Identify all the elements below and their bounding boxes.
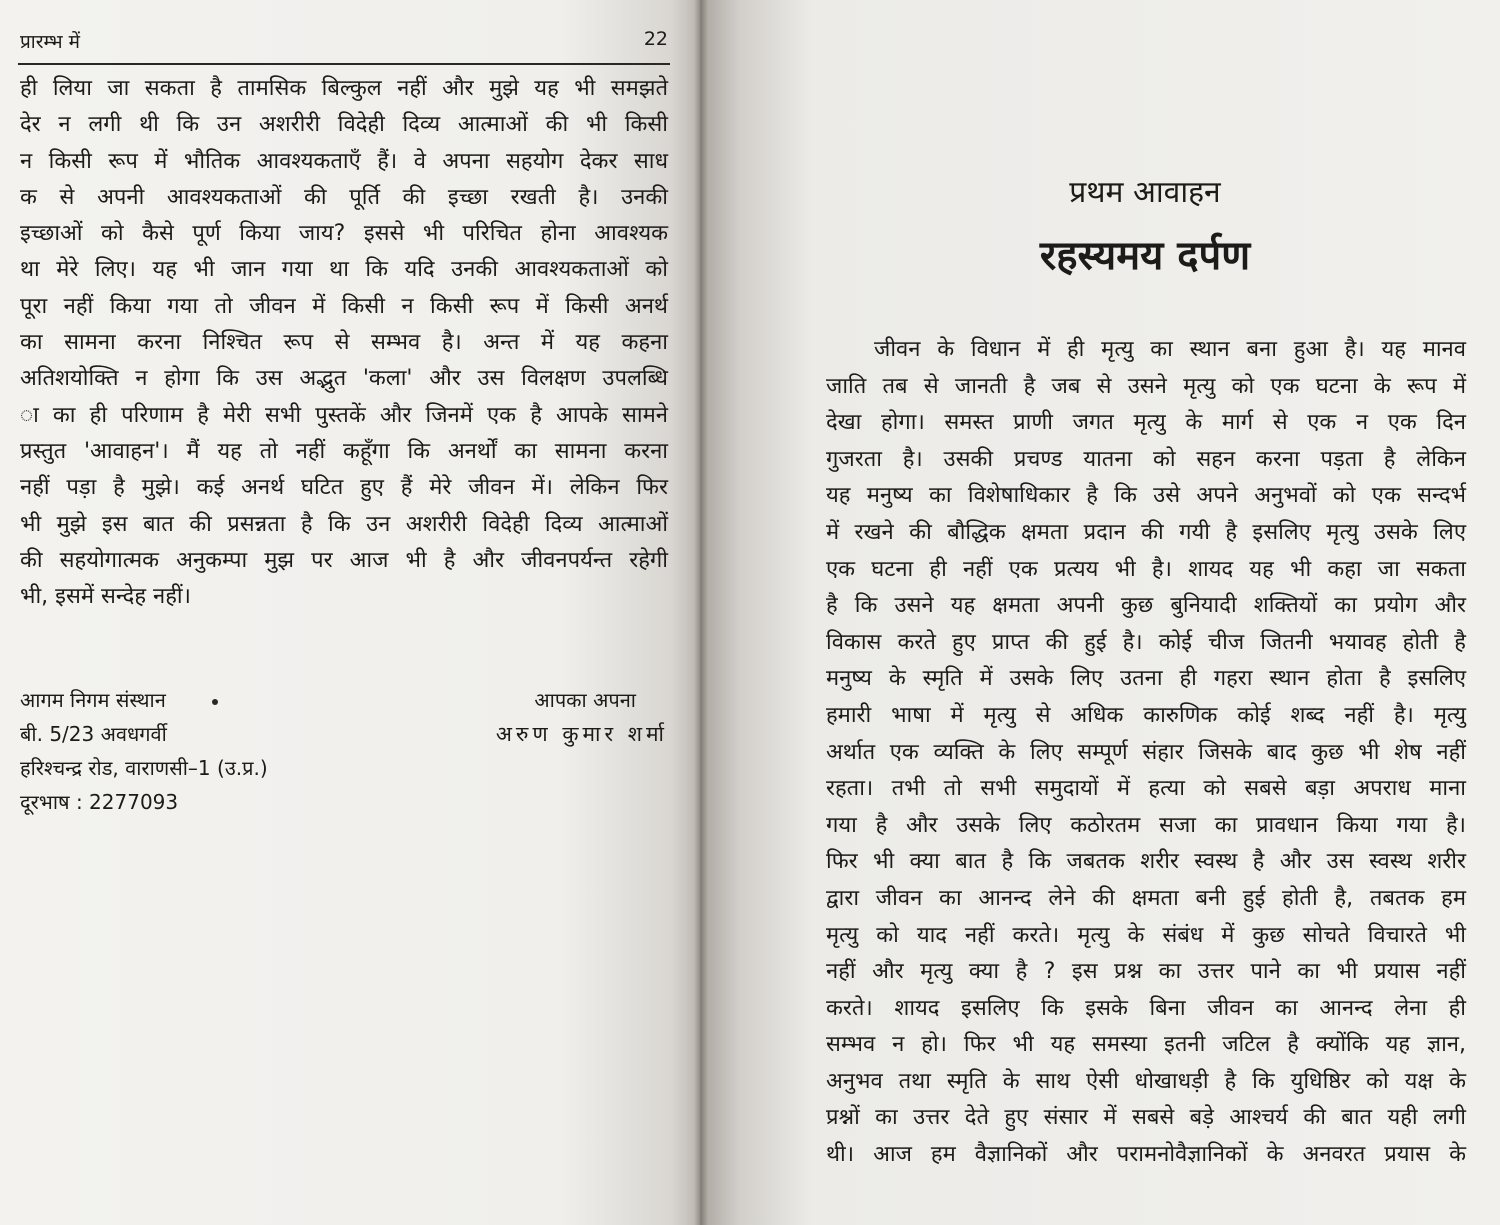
left-page — [0, 0, 700, 1225]
chapter-label — [700, 170, 1500, 211]
page-number: 22 — [643, 28, 668, 50]
address-line-1: बी. 5/23 अवधगर्वी — [20, 722, 167, 746]
text-line: का सामना करना निश्चित रूप से सम्भव है। अन्त में यह कहना — [20, 330, 668, 356]
right-page — [700, 0, 1500, 1225]
text-line: ा का ही परिणाम है मेरी सभी पुस्तकें और जिनमें एक है आपके सामने — [20, 402, 668, 428]
chapter-title — [700, 226, 1500, 281]
text-line: करते। शायद इसलिए कि इसके बिना जीवन का आनन्द लेना ही — [826, 995, 1466, 1021]
text-line: नहीं पड़ा है मुझे। कई अनर्थ घटित हुए हैं मेरे जीवन में। लेकिन फिर — [20, 475, 668, 501]
text-line: थी। आज हम वैज्ञानिकों और परामनोवैज्ञानिकों के अनवरत प्रयास के — [826, 1142, 1466, 1168]
phone-number: दूरभाष : 2277093 — [20, 790, 179, 814]
author-name: अरुण कुमार शर्मा — [495, 722, 668, 746]
text-line: था मेरे लिए। यह भी जान गया था कि यदि उनकी आवश्यकताओं को — [20, 257, 668, 283]
text-line: रहता। तभी तो सभी समुदायों में हत्या को सबसे बड़ा अपराध माना — [826, 776, 1466, 802]
text-line: अनुभव तथा स्मृति के साथ ऐसी धोखाधड़ी है कि युधिष्ठिर को यक्ष के — [826, 1068, 1466, 1094]
text-line: पूरा नहीं किया गया तो जीवन में किसी न किसी रूप में किसी अनर्थ — [20, 293, 668, 319]
institute-name: आगम निगम संस्थान — [20, 688, 166, 712]
text-line: क से अपनी आवश्यकताओं की पूर्ति की इच्छा रखती है। उनकी — [20, 184, 668, 210]
running-head — [20, 28, 668, 54]
text-line: एक घटना ही नहीं एक प्रत्यय भी है। शायद यह भी कहा जा सकता — [826, 556, 1466, 582]
text-line: फिर भी क्या बात है कि जबतक शरीर स्वस्थ है और उस स्वस्थ शरीर — [826, 849, 1466, 875]
chapter-label-text: प्रथम आवाहन — [1069, 175, 1221, 210]
chapter-title-text: रहस्यमय दर्पण — [1039, 233, 1251, 279]
text-line: नहीं और मृत्यु क्या है ? इस प्रश्न का उत्तर पाने का भी प्रयास नहीं — [826, 959, 1466, 985]
text-line: जीवन के विधान में ही मृत्यु का स्थान बना हुआ है। यह मानव — [874, 337, 1466, 362]
text-line: द्वारा जीवन का आनन्द लेने की क्षमता बनी हुई होती है, तबतक हम — [826, 885, 1466, 911]
text-line: देर न लगी थी कि उन अशरीरी विदेही दिव्य आत्माओं की भी किसी — [20, 112, 668, 138]
text-line: गया है और उसके लिए कठोरतम सजा का प्रावधान किया गया है। — [826, 812, 1466, 838]
text-line: यह मनुष्य का विशेषाधिकार है कि उसे अपने अनुभवों को एक सन्दर्भ — [826, 483, 1466, 509]
book-gutter — [694, 0, 708, 1225]
text-line: मनुष्य के स्मृति में उसके लिए उतना ही गहरा स्थान होता है इसलिए — [826, 666, 1466, 692]
text-line: विकास करते हुए प्राप्त की हुई है। कोई चीज जितनी भयावह होती है — [826, 629, 1466, 655]
text-line: प्रश्नों का उत्तर देते हुए संसार में सबसे बड़े आश्चर्य की बात यही लगी — [826, 1105, 1466, 1131]
text-line: हमारी भाषा में मृत्यु से अधिक कारुणिक कोई शब्द नहीं है। मृत्यु — [826, 702, 1466, 728]
text-line: अर्थात एक व्यक्ति के लिए सम्पूर्ण संहार जिसके बाद कुछ भी शेष नहीं — [826, 739, 1466, 765]
text-line: इच्छाओं को कैसे पूर्ण किया जाय? इससे भी परिचित होना आवश्यक — [20, 221, 668, 247]
text-line: की सहयोगात्मक अनुकम्पा मुझ पर आज भी है और जीवनपर्यन्त रहेगी — [20, 547, 668, 573]
header-rule — [18, 63, 670, 65]
text-line: अतिशयोक्ति न होगा कि उस अद्भुत 'कला' और उस विलक्षण उपलब्धि — [20, 366, 668, 392]
text-line: प्रस्तुत 'आवाहन'। मैं यह तो नहीं कहूँगा कि अनर्थों का सामना करना — [20, 438, 668, 464]
text-line: भी मुझे इस बात की प्रसन्नता है कि उन अशरीरी विदेही दिव्य आत्माओं — [20, 511, 668, 537]
text-line: न किसी रूप में भौतिक आवश्यकताएँ हैं। वे अपना सहयोग देकर साध — [20, 148, 668, 174]
address-line-2: हरिश्चन्द्र रोड, वाराणसी–1 (उ.प्र.) — [20, 756, 268, 780]
text-line: ही लिया जा सकता है तामसिक बिल्कुल नहीं और मुझे यह भी समझते — [20, 76, 668, 101]
right-body-text — [826, 332, 1466, 1174]
colophon — [20, 683, 668, 819]
text-line: सम्भव न हो। फिर भी यह समस्या इतनी जटिल है क्योंकि यह ज्ञान, — [826, 1032, 1466, 1058]
text-line: मृत्यु को याद नहीं करते। मृत्यु के संबंध में कुछ सोचते विचारते भी — [826, 922, 1466, 948]
text-line: देखा होगा। समस्त प्राणी जगत मृत्यु के मार्ग से एक न एक दिन — [826, 410, 1466, 436]
text-line: जाति तब से जानती है जब से उसने मृत्यु को एक घटना के रूप में — [826, 373, 1466, 399]
text-line: में रखने की बौद्धिक क्षमता प्रदान की गयी है इसलिए मृत्यु उसके लिए — [826, 519, 1466, 545]
left-body-text — [20, 71, 668, 615]
text-line: है कि उसने यह क्षमता अपनी कुछ बुनियादी शक्तियों का प्रयोग और — [826, 593, 1466, 619]
text-line: भी, इसमें सन्देह नहीं। — [20, 584, 191, 610]
running-title: प्रारम्भ में — [20, 31, 80, 53]
bullet-dot-icon — [212, 699, 218, 705]
text-line: गुजरता है। उसकी प्रचण्ड यातना को सहन करना पड़ता है लेकिन — [826, 446, 1466, 472]
closing-phrase: आपका अपना — [534, 688, 636, 712]
